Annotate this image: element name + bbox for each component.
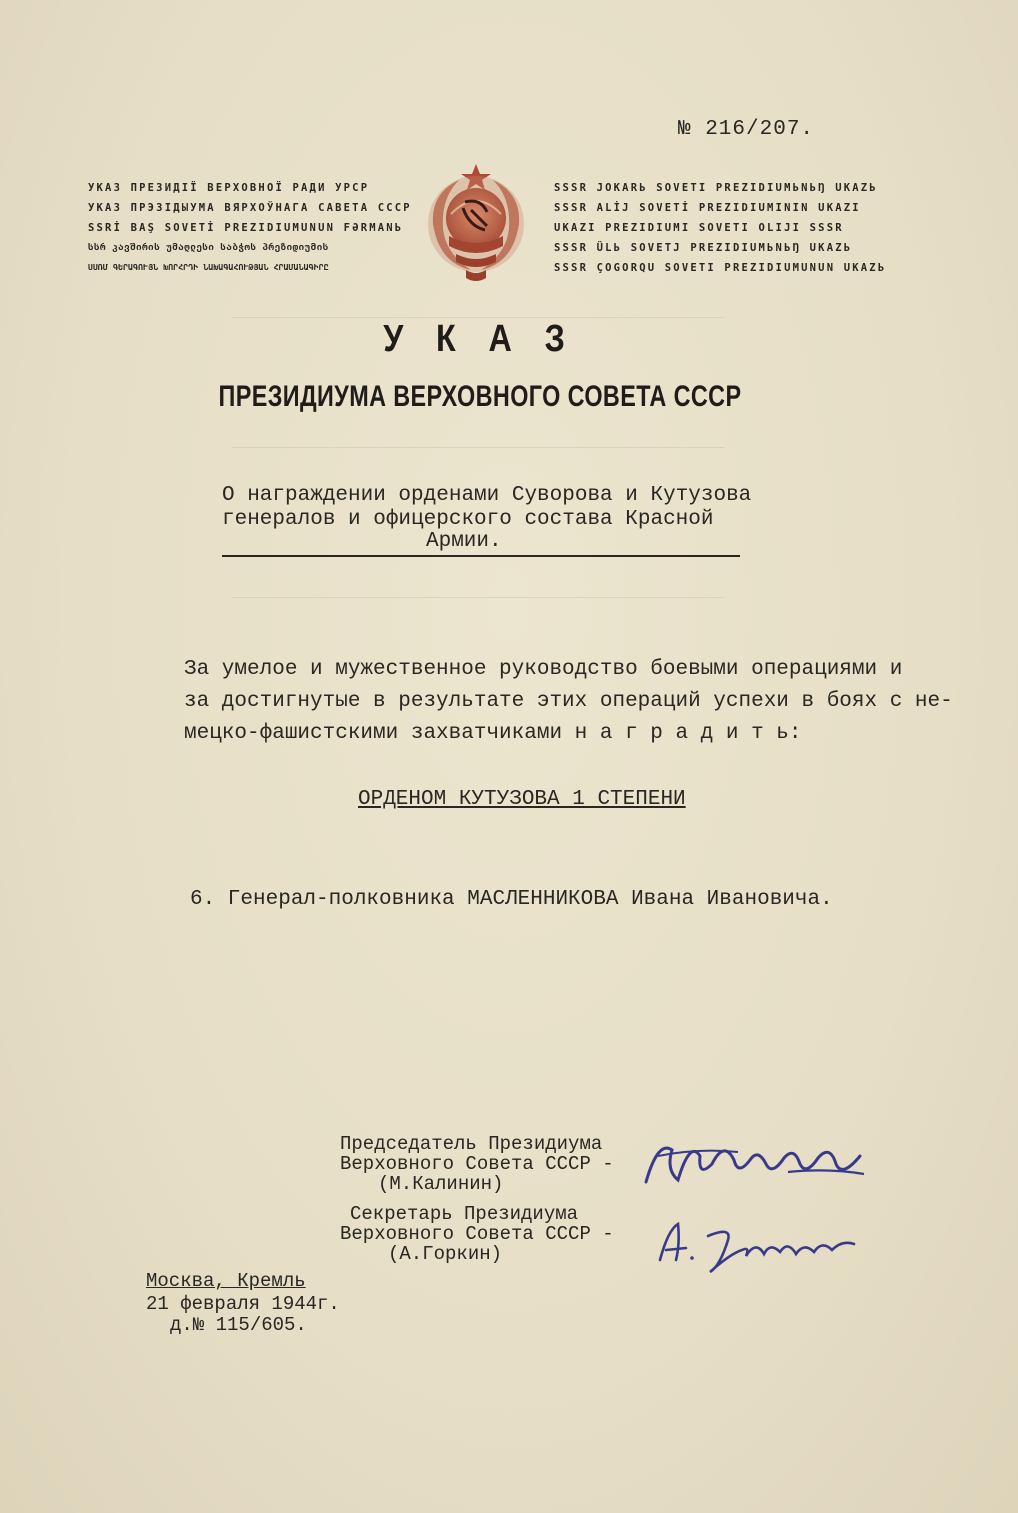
chair-name: (М.Калинин) xyxy=(378,1173,504,1195)
topic-divider xyxy=(222,555,740,557)
header-right-line: SSSR ÇOGORQU SOVETI PREZIDIUMUNUN UKAZЬ xyxy=(554,262,887,274)
header-left-line: სსრ კავშირის უმაღლესი საბჭოს პრეზიდიუმის xyxy=(88,243,329,253)
header-left-line: SSRİ BAŞ SOVETİ PREZIDIUMUNUN FƏRMANЬ xyxy=(88,222,404,234)
body-line: За умелое и мужественное руководство боевыми операциями и xyxy=(184,658,903,681)
header-left-line: УКАЗ ПРЭЗІДЫУМА ВЯРХОЎНАГА САВЕТА СССР xyxy=(88,202,412,214)
header-right-line: SSSR JOKARЬ SOVETI PREZIDIUMЬNЬŊ UKAZЬ xyxy=(554,182,878,194)
header-left-line: УКАЗ ПРЕЗИДІЇ ВЕРХОВНОЇ РАДИ УРСР xyxy=(88,182,370,194)
topic-line: генералов и офицерского состава Красной xyxy=(222,508,714,531)
date: 21 февраля 1944г. xyxy=(146,1293,340,1315)
chair-title-line2: Верховного Совета СССР - xyxy=(340,1153,614,1175)
bleed-through-text: _________________________________________ xyxy=(232,300,725,323)
bleed-through-text: _________________________________________ xyxy=(232,580,725,603)
gorkin-signature xyxy=(652,1210,862,1280)
secretary-name: (А.Горкин) xyxy=(388,1243,503,1265)
secretary-title-line2: Верховного Совета СССР - xyxy=(340,1223,614,1245)
header-right-line: UKAZI PREZIDIUMI SOVETI OLIJI SSSR xyxy=(554,222,844,234)
header-left-line: ՍՍՌՄ ԳԵՐԱԳՈՒՅՆ ԽՈՐՀՐԴԻ ՆԱԽԱԳԱՀՈՒԹՅԱՆ ՀՐԱՄԱՆԱԳԻՐԸ xyxy=(88,263,329,272)
topic-line: О награждении орденами Суворова и Кутузова xyxy=(222,484,752,507)
ussr-emblem-icon xyxy=(411,158,541,288)
document-title: У К А З xyxy=(383,318,577,360)
body-line: мецко-фашистскими захватчиками н а г р а д и т ь: xyxy=(184,722,802,745)
header-right-line: SSSR ALİJ SOVETİ PREZIDIUMININ UKAZI xyxy=(554,202,861,214)
award-item: 6. Генерал-полковника МАСЛЕННИКОВА Ивана Ивановича. xyxy=(190,888,833,911)
document-subtitle: ПРЕЗИДИУМА ВЕРХОВНОГО СОВЕТА СССР xyxy=(218,380,742,413)
header-right-block xyxy=(554,178,886,278)
order-heading: ОРДЕНОМ КУТУЗОВА 1 СТЕПЕНИ xyxy=(358,788,686,811)
header-right-line: SSSR ÜLЬ SOVETJ PREZIDIUMЬNЬŊ UKAZЬ xyxy=(554,242,853,254)
bleed-through-text: _________________________________________ xyxy=(232,430,725,453)
place: Москва, Кремль xyxy=(146,1270,306,1292)
document-number: д.№ 115/605. xyxy=(170,1314,307,1336)
body-line: за достигнутые в результате этих операций успехи в боях с не- xyxy=(184,690,953,713)
header-left-block xyxy=(88,178,412,278)
decree-number: № 216/207. xyxy=(678,118,815,141)
secretary-title-line1: Секретарь Президиума xyxy=(350,1203,579,1225)
topic-line: Армии. xyxy=(426,530,502,553)
chair-title-line1: Председатель Президиума xyxy=(340,1133,603,1155)
kalinin-signature xyxy=(638,1120,868,1200)
